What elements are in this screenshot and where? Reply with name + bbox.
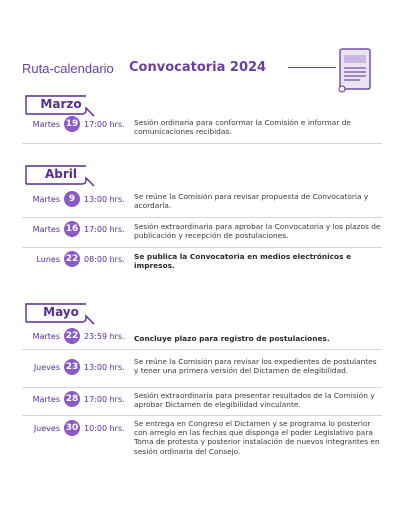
time: 13:00 hrs.: [84, 195, 125, 204]
row-divider: [22, 415, 382, 416]
time: 08:00 hrs.: [84, 255, 125, 264]
weekday: Martes: [32, 395, 60, 404]
weekday: Martes: [32, 332, 60, 341]
weekday: Martes: [32, 225, 60, 234]
calendar-row: [22, 418, 382, 458]
row-divider: [22, 143, 382, 144]
event-description: Sesión extraordinaria para presentar resultados de la Comisión y aprobar Dictamen de elegibilidad vinculante.: [134, 391, 375, 410]
time: 13:00 hrs.: [84, 363, 125, 372]
calendar-row: [22, 190, 382, 218]
date-badge: 28: [64, 391, 80, 407]
date-badge: 9: [64, 191, 80, 207]
calendar-row: [22, 220, 382, 248]
event-description: Sesión ordinaria para conformar la Comisión e informar de comunicaciones recibidas.: [134, 118, 351, 137]
month-label: Mayo: [43, 305, 79, 319]
date-badge: 22: [64, 328, 80, 344]
event-description: Concluye plazo para registro de postulaciones.: [134, 334, 330, 343]
calendar-row: [22, 390, 382, 416]
row-divider: [22, 217, 382, 218]
date-badge: 30: [64, 420, 80, 436]
weekday: Jueves: [33, 424, 60, 433]
weekday: Lunes: [36, 255, 60, 264]
time: 17:00 hrs.: [84, 225, 125, 234]
page-header: [22, 58, 322, 78]
time: 23:59 hrs.: [84, 332, 125, 341]
page-title: Convocatoria 2024: [129, 60, 267, 75]
month-tag: [22, 162, 112, 188]
calendar-row: [22, 250, 382, 278]
time: 17:00 hrs.: [84, 120, 125, 129]
event-description: Se reúne la Comisión para revisar los expedientes de postulantes y tener una primera versión del Dictamen de elegibilidad.: [134, 357, 377, 376]
time: 17:00 hrs.: [84, 395, 125, 404]
date-badge: 16: [64, 221, 80, 237]
document-icon: [336, 47, 376, 95]
calendar-row: [22, 116, 382, 144]
calendar-row: [22, 328, 382, 350]
weekday: Martes: [32, 195, 60, 204]
month-label: Abril: [44, 167, 78, 181]
event-description: Se reúne la Comisión para revisar propuesta de Convocatoria y acordarla.: [134, 192, 369, 211]
date-badge: 23: [64, 359, 80, 375]
time: 10:00 hrs.: [84, 424, 125, 433]
row-divider: [22, 387, 382, 388]
date-badge: 22: [64, 251, 80, 267]
month-tag: [22, 300, 112, 326]
row-divider: [22, 247, 382, 248]
month-tag: [22, 92, 112, 118]
row-divider: [22, 349, 382, 350]
header-lead: Ruta-calendario: [22, 61, 114, 76]
event-description: Se entrega en Congreso el Dictamen y se programa lo posterior con arreglo en las fechas que disponga el poder Legislativo para Toma de protesta y posterior instalación de nuevos integrantes en sesión ordinaria del Consejo.: [134, 419, 380, 456]
month-label: Marzo: [40, 97, 82, 111]
date-badge: 19: [64, 116, 80, 132]
weekday: Jueves: [33, 363, 60, 372]
event-description: Se publica la Convocatoria en medios electrónicos e impresos.: [134, 252, 352, 271]
calendar-row: [22, 356, 382, 388]
header-divider: [288, 67, 336, 68]
weekday: Martes: [32, 120, 60, 129]
event-description: Sesión extraordinaria para aprobar la Convocatoria y los plazos de publicación y recepción de postulaciones.: [134, 222, 381, 241]
